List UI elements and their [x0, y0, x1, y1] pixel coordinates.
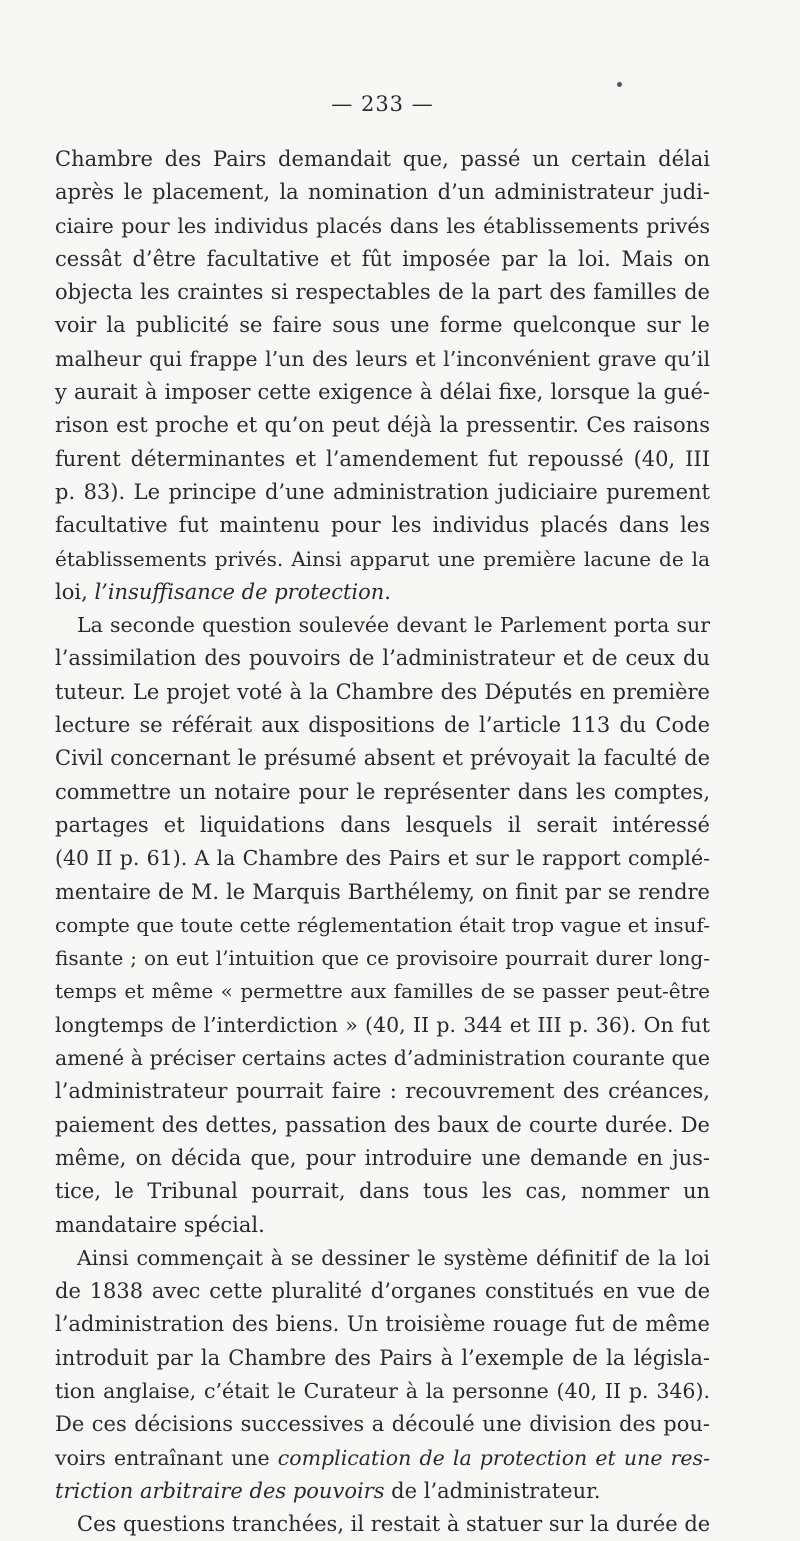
text-segment: Civil concernant le présumé absent et prévoyait la faculté de	[55, 746, 710, 771]
text-line	[55, 143, 710, 176]
text-segment: facultative fut maintenu pour les individus placés dans les	[55, 513, 710, 538]
text-line	[55, 443, 710, 476]
text-line	[55, 176, 710, 209]
italic-text: l’insuffisance de protection	[94, 579, 385, 604]
text-line	[55, 243, 710, 276]
text-line	[55, 942, 710, 975]
text-segment: Ces questions tranchées, il restait à statuer sur la durée de	[77, 1512, 711, 1537]
text-segment: tice, le Tribunal pourrait, dans tous les cas, nommer un	[55, 1179, 710, 1204]
text-segment: établissements privés. Ainsi apparut une première lacune de la	[55, 546, 710, 571]
text-line	[55, 1408, 710, 1441]
text-segment: paiement des dettes, passation des baux de courte durée. De	[55, 1112, 710, 1137]
text-segment: amené à préciser certains actes d’administration courante que	[55, 1046, 710, 1071]
text-line	[55, 809, 710, 842]
text-segment: l’assimilation des pouvoirs de l’administrateur et de ceux du	[55, 646, 710, 671]
text-segment: p. 83). Le principe d’une administration judiciaire purement	[55, 479, 710, 504]
text-line	[55, 1442, 710, 1475]
text-line	[55, 1475, 710, 1508]
text-line	[55, 909, 710, 942]
text-line	[55, 1508, 710, 1541]
text-segment: tuteur. Le projet voté à la Chambre des Députés en première	[55, 679, 710, 704]
text-segment: introduit par la Chambre des Pairs à l’exemple de la législa-	[55, 1345, 710, 1370]
text-segment: voirs entraînant une	[55, 1445, 278, 1470]
text-line	[55, 1275, 710, 1308]
text-line	[55, 1175, 710, 1208]
text-segment: ciaire pour les individus placés dans les établissements privés	[55, 213, 710, 238]
italic-text: triction arbitraire des pouvoirs	[55, 1478, 385, 1503]
text-line	[55, 742, 710, 775]
text-line	[55, 1308, 710, 1341]
text-line	[55, 876, 710, 909]
text-segment: mandataire spécial.	[55, 1212, 265, 1237]
text-segment: malheur qui frappe l’un des leurs et l’inconvénient grave qu’il	[55, 346, 710, 371]
text-segment: mentaire de M. le Marquis Barthélemy, on finit par se rendre	[55, 879, 710, 904]
text-segment: compte que toute cette réglementation était trop vague et insuf-	[55, 912, 710, 937]
text-line	[55, 276, 710, 309]
page-number: — 233 —	[331, 92, 434, 116]
text-segment: commettre un notaire pour le représenter dans les comptes,	[55, 779, 710, 804]
text-segment: lecture se référait aux dispositions de l’article 113 du Code	[55, 713, 710, 738]
text-line	[55, 1109, 710, 1142]
text-segment: temps et même « permettre aux familles de se passer peut-être	[55, 979, 710, 1004]
text-segment: furent déterminantes et l’amendement fut repoussé (40, III	[55, 446, 710, 471]
text-segment: De ces décisions successives a découlé une division des pou-	[55, 1412, 710, 1437]
text-segment: rison est proche et qu’on peut déjà la pressentir. Ces raisons	[55, 413, 710, 438]
text-line	[55, 210, 710, 243]
text-line	[55, 975, 710, 1008]
text-segment: Chambre des Pairs demandait que, passé un certain délai	[55, 147, 710, 171]
text-line	[55, 1142, 710, 1175]
text-line	[55, 1042, 710, 1075]
text-line	[55, 376, 710, 409]
body-text	[55, 143, 710, 1541]
text-segment: (40 II p. 61). A la Chambre des Pairs et sur le rapport complé-	[55, 846, 710, 871]
text-line	[55, 1009, 710, 1042]
text-segment: de l’administrateur.	[384, 1478, 601, 1503]
text-line	[55, 309, 710, 342]
text-segment: cessât d’être facultative et fût imposée par la loi. Mais on	[55, 246, 710, 271]
text-line	[55, 776, 710, 809]
text-line	[55, 1209, 710, 1242]
text-segment: Ainsi commençait à se dessiner le système définitif de la loi	[77, 1245, 710, 1270]
text-line	[55, 543, 710, 576]
text-segment: de 1838 avec cette pluralité d’organes constitués en vue de	[55, 1279, 710, 1304]
text-segment: tion anglaise, c’était le Curateur à la personne (40, II p. 346).	[55, 1378, 710, 1403]
text-line	[55, 576, 710, 609]
text-segment: y aurait à imposer cette exigence à délai fixe, lorsque la gué-	[55, 380, 710, 405]
text-line	[55, 842, 710, 875]
text-segment: longtemps de l’interdiction » (40, II p. 344 et III p. 36). On fut	[55, 1012, 710, 1037]
text-segment: l’administration des biens. Un troisième rouage fut de même	[55, 1312, 710, 1337]
text-line	[55, 476, 710, 509]
text-line	[55, 609, 710, 642]
document-page	[55, 0, 711, 1537]
text-segment: fisante ; on eut l’intuition que ce provisoire pourrait durer long-	[55, 946, 710, 971]
text-segment: partages et liquidations dans lesquels il serait intéressé	[55, 812, 710, 837]
text-line	[55, 1342, 710, 1375]
text-line	[55, 676, 710, 709]
text-line	[55, 709, 710, 742]
text-line	[55, 642, 710, 675]
text-line	[55, 343, 710, 376]
text-segment: objecta les craintes si respectables de la part des familles de	[55, 280, 710, 305]
text-segment: même, on décida que, pour introduire une demande en jus-	[55, 1145, 710, 1170]
text-segment: .	[384, 579, 391, 604]
italic-text: complication de la protection et une res-	[277, 1445, 710, 1470]
text-segment: loi,	[55, 579, 95, 604]
text-line	[55, 409, 710, 442]
text-segment: après le placement, la nomination d’un administrateur judi-	[55, 180, 710, 205]
text-segment: La seconde question soulevée devant le Parlement porta sur	[77, 613, 710, 638]
text-line	[55, 509, 710, 542]
text-segment: l’administrateur pourrait faire : recouvrement des créances,	[55, 1079, 710, 1104]
text-line	[55, 1242, 710, 1275]
text-line	[55, 1075, 710, 1108]
text-segment: voir la publicité se faire sous une forme quelconque sur le	[55, 313, 710, 338]
